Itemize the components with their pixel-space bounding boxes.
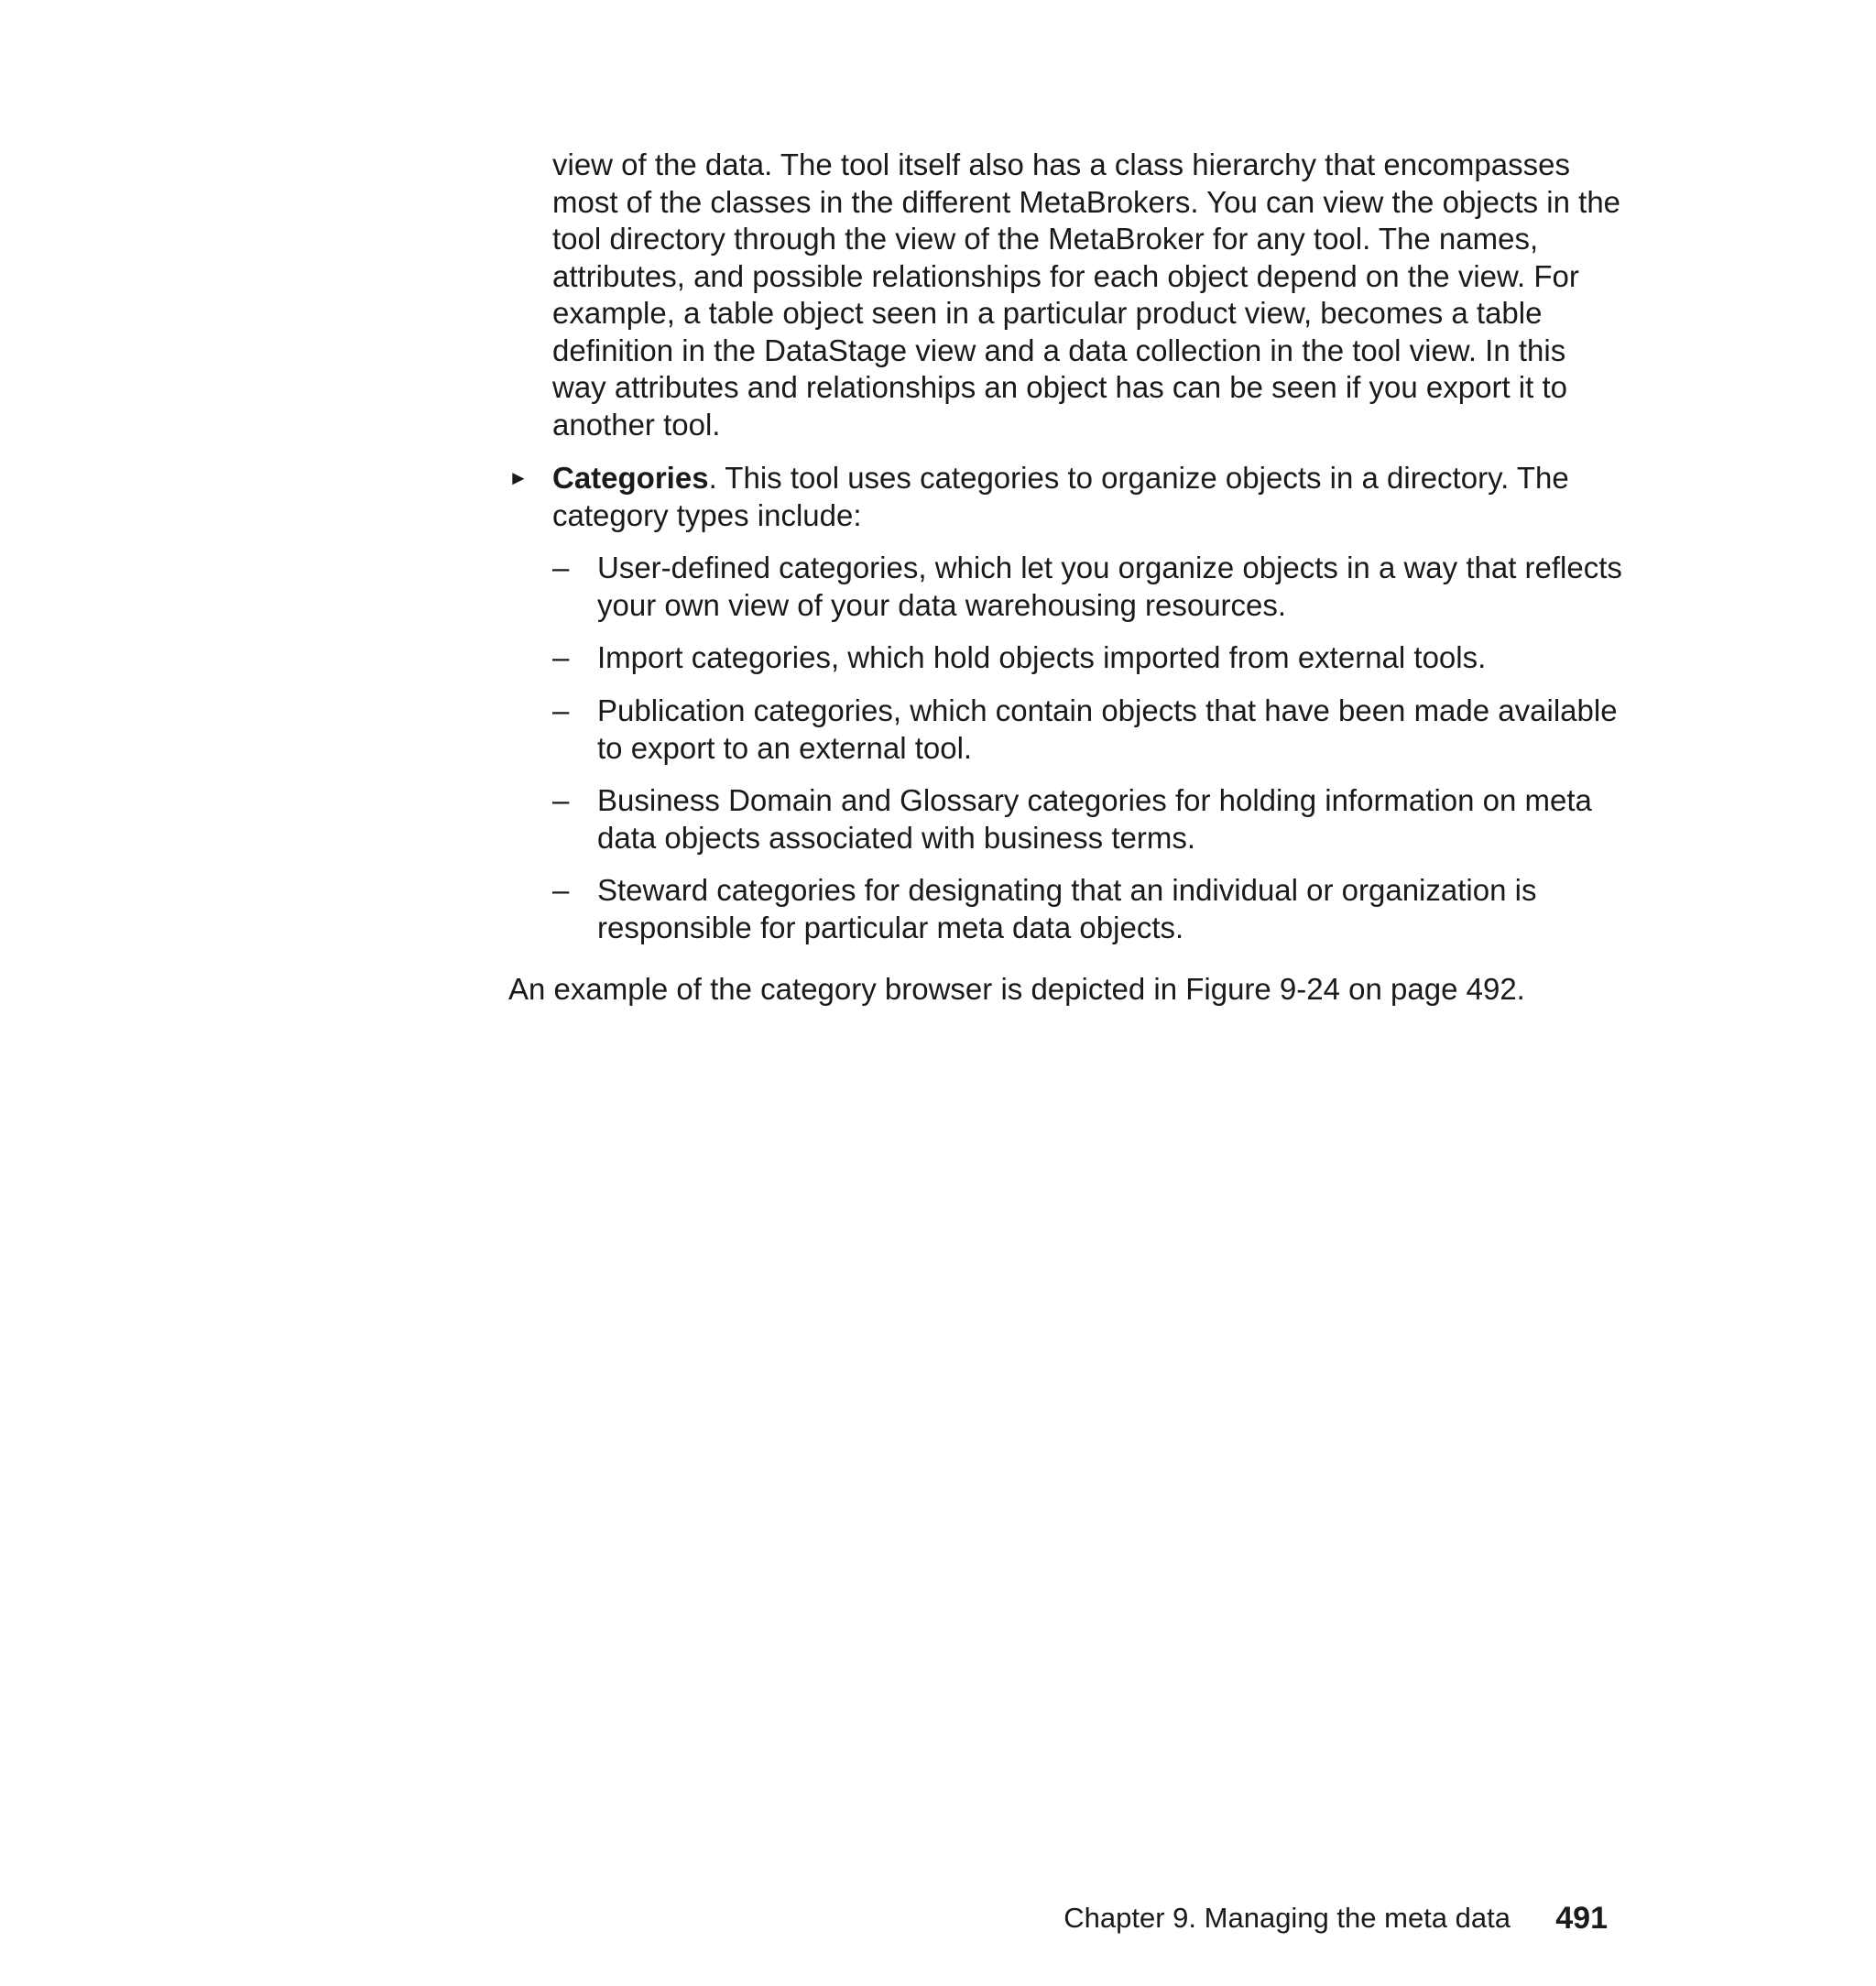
dash-marker: – xyxy=(552,693,570,727)
bullet-arrow-icon: ► xyxy=(508,466,529,489)
page-number: 491 xyxy=(1555,1901,1608,1936)
dash-marker: – xyxy=(552,783,570,817)
bullet-text xyxy=(552,460,1626,534)
dash-marker: – xyxy=(552,640,570,674)
continuation-paragraph: view of the data. The tool itself also has a class hierarchy that encompasses most of the classes in the different MetaBrokers. You can view the objects in the tool directory through the view of the MetaBroker for any tool. The names, attributes, and possible relationships for each object depend on the view. For example, a table object seen in a particular product view, becomes a table definition in the DataStage view and a data collection in the tool view. In this way attributes and relationships an object has can be seen if you export it to another tool. xyxy=(552,147,1621,442)
bullet-body: . This tool uses categories to organize objects in a directory. The category types include: xyxy=(552,461,1569,532)
bullet-term: Categories xyxy=(552,461,709,495)
list-item-text: User-defined categories, which let you organize objects in a way that reflects your own view of your data warehousing resources. xyxy=(597,551,1622,622)
closing-paragraph: An example of the category browser is depicted in Figure 9-24 on page 492. xyxy=(508,972,1525,1006)
page-footer xyxy=(1008,1897,1608,1939)
list-item-text: Publication categories, which contain objects that have been made available to export to an external tool. xyxy=(597,693,1618,765)
dash-marker: – xyxy=(552,873,570,907)
dash-marker: – xyxy=(552,551,570,584)
footer-chapter-title: Chapter 9. Managing the meta data xyxy=(1063,1902,1511,1934)
list-item-text: Business Domain and Glossary categories for holding information on meta data objects associated with business terms. xyxy=(597,783,1592,855)
list-item-text: Steward categories for designating that an individual or organization is responsible for particular meta data objects. xyxy=(597,873,1537,944)
list-item-text: Import categories, which hold objects imported from external tools. xyxy=(597,640,1487,674)
